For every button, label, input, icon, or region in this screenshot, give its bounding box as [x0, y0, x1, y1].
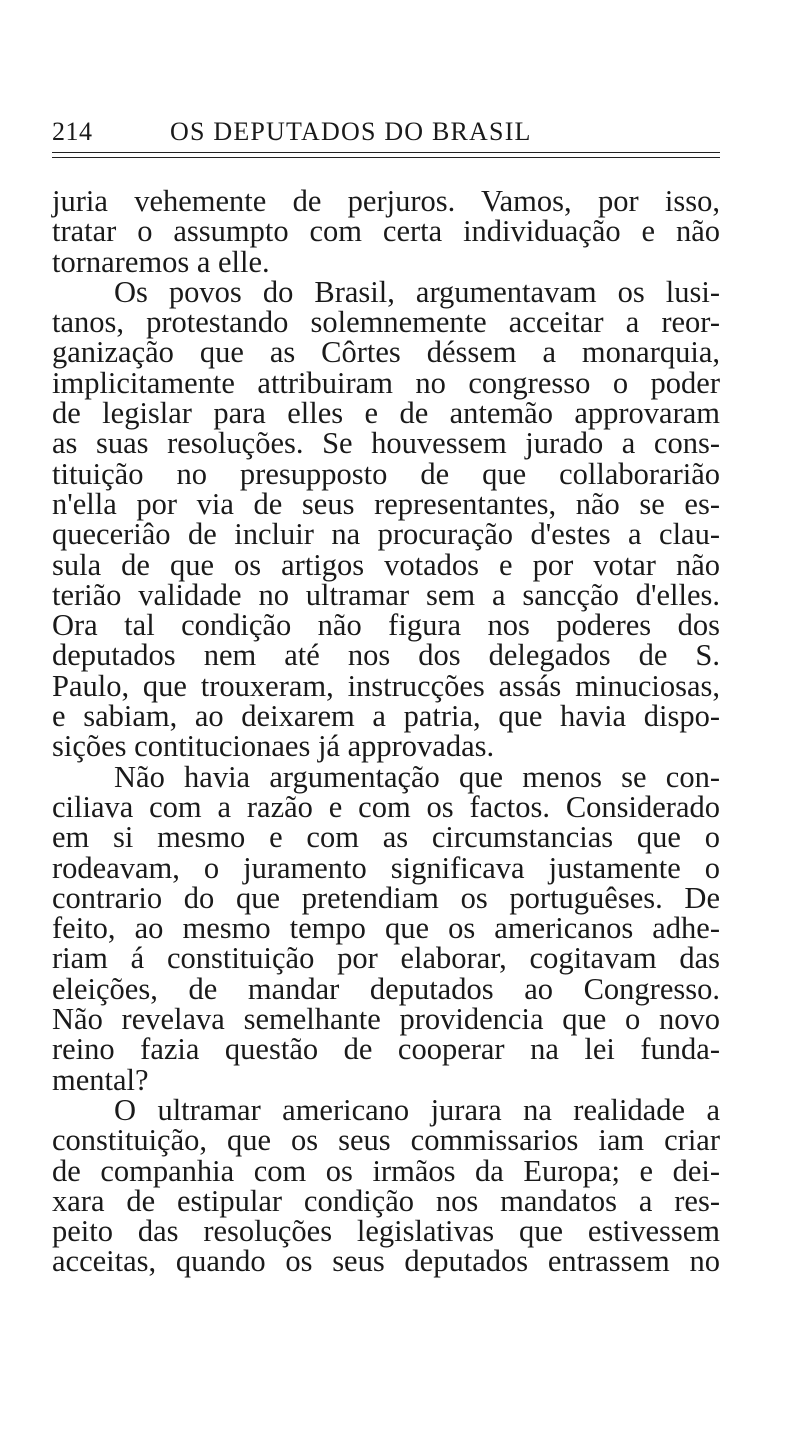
page-number: 214: [52, 117, 93, 146]
text-line: mental?: [52, 1062, 149, 1097]
body-text: [52, 186, 720, 1277]
running-head: [52, 114, 722, 150]
text-line: n'ella por via de seus representantes, não se es-: [52, 486, 720, 521]
text-line: Ora tal condição não figura nos poderes dos: [52, 608, 720, 643]
text-line: sições contitucionaes já approvadas.: [52, 729, 495, 764]
header-rule-top: [52, 152, 720, 153]
text-line: tratar o assumpto com certa individuação e não: [52, 214, 720, 249]
text-line: contrario do que pretendiam os portuguêses. De: [52, 880, 720, 915]
text-line: e sabiam, ao deixarem a patria, que havia dispo-: [52, 699, 720, 734]
text-line: ciliava com a razão e com os factos. Considerado: [52, 789, 720, 824]
text-line: sula de que os artigos votados e por votar não: [52, 547, 720, 582]
running-title: OS DEPUTADOS DO BRASIL: [170, 117, 532, 146]
text-line: de legislar para elles e de antemão approvaram: [52, 396, 720, 431]
text-line: queceriâo de incluir na procuração d'estes a clau-: [52, 517, 720, 552]
header-rule-bottom: [52, 157, 720, 158]
text-line: Paulo, que trouxeram, instrucções assás minuciosas,: [52, 668, 720, 703]
text-line: de companhia com os irmãos da Europa; e dei-: [52, 1153, 720, 1188]
text-line: terião validade no ultramar sem a sancção d'elles.: [52, 577, 720, 612]
text-line: deputados nem até nos dos delegados de S.: [52, 638, 720, 673]
text-line: tanos, protestando solemnemente acceitar a reor-: [52, 305, 720, 340]
text-line: ganização que as Côrtes déssem a monarquia,: [52, 335, 720, 370]
text-line: feito, ao mesmo tempo que os americanos adhe-: [52, 911, 720, 946]
text-line: Os povos do Brasil, argumentavam os lusi-: [114, 274, 720, 309]
text-line: juria vehemente de perjuros. Vamos, por isso,: [52, 184, 720, 218]
text-line: peito das resoluções legislativas que estivessem: [52, 1214, 720, 1249]
text-line: Não revelava semelhante providencia que o novo: [52, 1002, 720, 1037]
text-line: acceitas, quando os seus deputados entrassem no: [52, 1244, 720, 1279]
text-line: rodeavam, o juramento significava justamente o: [52, 850, 720, 885]
text-line: implicitamente attribuiram no congresso o poder: [52, 365, 720, 400]
text-line: tornaremos a elle.: [52, 244, 270, 279]
text-line: eleições, de mandar deputados ao Congresso.: [52, 971, 720, 1006]
text-line: as suas resoluções. Se houvessem jurado a cons-: [52, 426, 720, 461]
text-line: em si mesmo e com as circumstancias que o: [52, 820, 720, 855]
text-line: riam á constituição por elaborar, cogitavam das: [52, 941, 720, 976]
text-line: tituição no presupposto de que collaborarião: [52, 456, 720, 491]
text-line: O ultramar americano jurara na realidade a: [114, 1092, 720, 1127]
text-line: xara de estipular condição nos mandatos a res-: [52, 1183, 720, 1218]
text-line: reino fazia questão de cooperar na lei funda-: [52, 1032, 720, 1067]
text-line: constituição, que os seus commissarios iam criar: [52, 1123, 720, 1158]
text-line: Não havia argumentação que menos se con-: [114, 759, 720, 794]
